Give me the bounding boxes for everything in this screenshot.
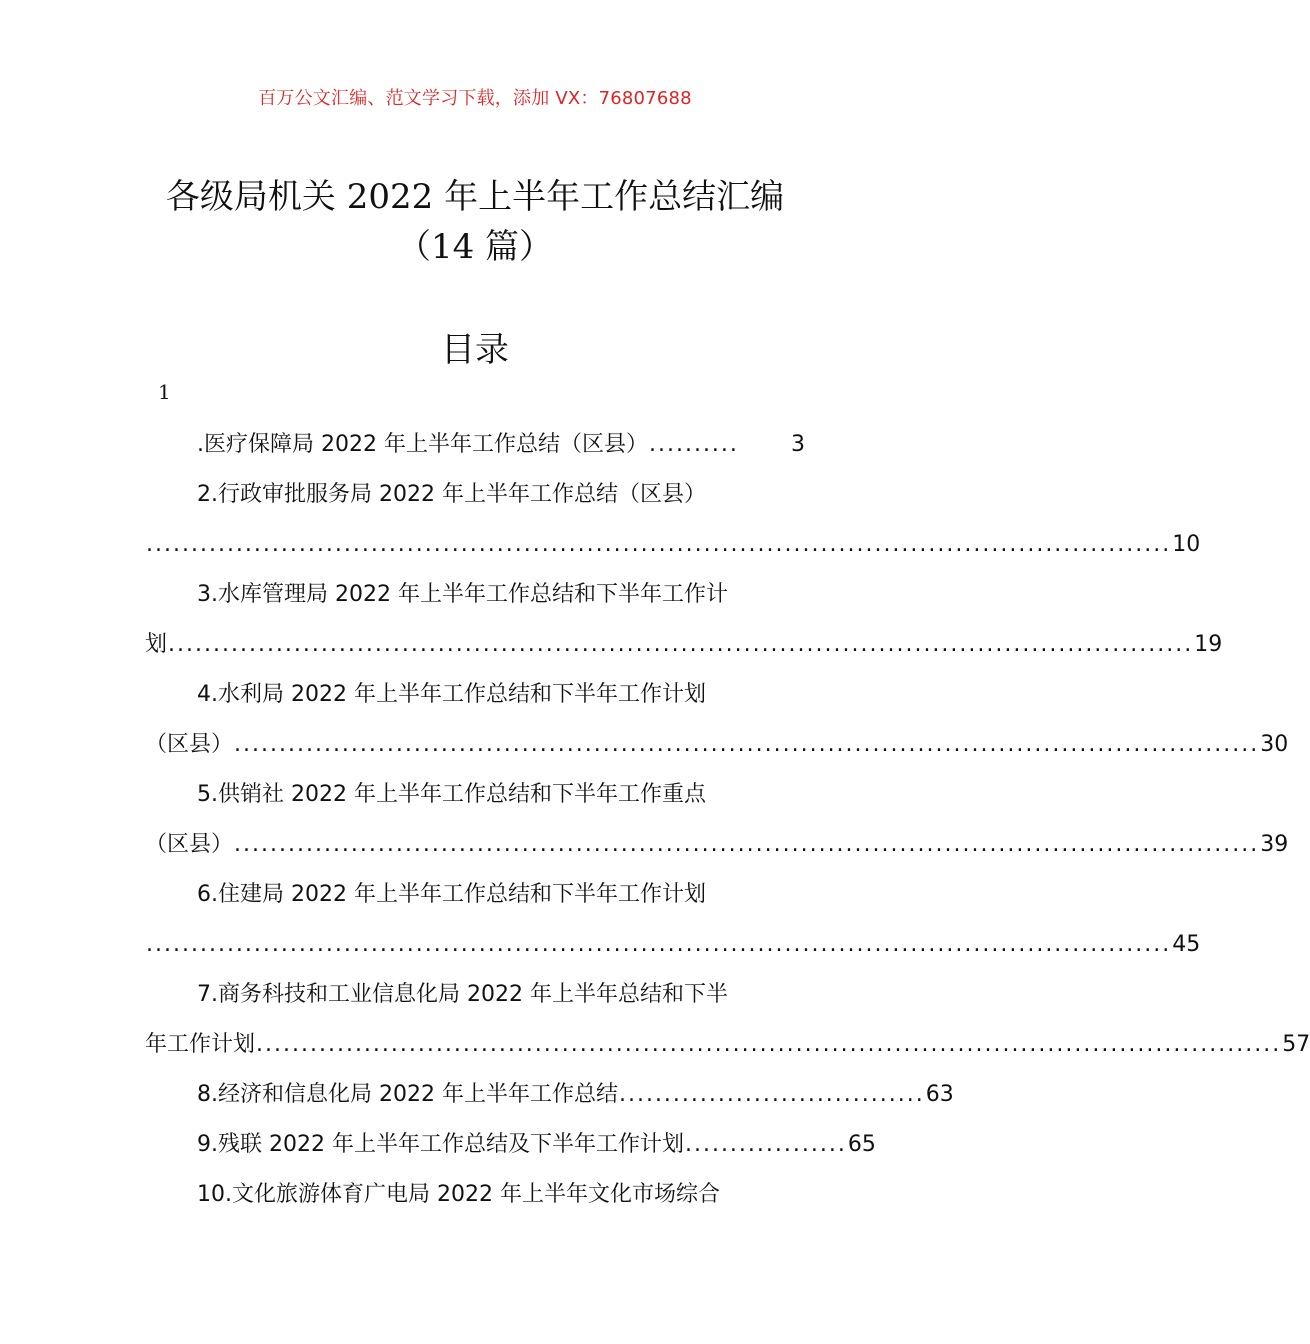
- toc-entry-8[interactable]: [145, 1070, 954, 1120]
- toc-entry-page: 10: [1172, 532, 1201, 557]
- toc-entry-4[interactable]: [145, 670, 805, 720]
- toc-entry-page: 65: [847, 1132, 876, 1157]
- toc-leader-dots: ..................................................................................................................: [234, 832, 1260, 857]
- toc-leader-dots: ..................................................................................................................: [256, 1032, 1282, 1057]
- toc-entry-page: 57: [1282, 1032, 1310, 1057]
- toc-entry-5-cont[interactable]: [145, 820, 1289, 870]
- toc-entry-3[interactable]: [145, 570, 805, 620]
- toc-entry-page: 39: [1260, 832, 1289, 857]
- toc-leader-dots: ..................: [684, 1132, 847, 1157]
- toc-entry-1[interactable]: [145, 420, 805, 470]
- toc-entry-page: 3: [791, 432, 805, 457]
- document-subtitle: （14 篇）: [396, 227, 554, 267]
- toc-entry-page: 19: [1194, 632, 1223, 657]
- toc-entry-page: 30: [1260, 732, 1289, 757]
- toc-number: 1: [158, 380, 171, 404]
- toc-entry-title: .医疗保障局 2022 年上半年工作总结（区县）: [197, 420, 648, 470]
- toc-entry-5[interactable]: [145, 770, 805, 820]
- toc-entry-2[interactable]: [145, 470, 805, 520]
- header-watermark-note: 百万公文汇编、范文学习下载，添加 VX：76807688: [258, 88, 692, 109]
- toc-leader-dots: ..................................................................................................................: [234, 732, 1260, 757]
- toc-entry-9[interactable]: [145, 1120, 876, 1170]
- toc-entry-10[interactable]: [145, 1170, 805, 1220]
- toc-entry-3-cont[interactable]: [145, 620, 1223, 670]
- toc-leader-dots: ..................................................................................................................: [168, 632, 1194, 657]
- toc-entry-title: 4.水利局 2022 年上半年工作总结和下半年工作计划: [197, 682, 706, 707]
- toc-leader-dots: ..................................................................................................................: [146, 932, 1172, 957]
- toc-entry-4-cont[interactable]: [145, 720, 1289, 770]
- toc-heading: 目录: [441, 330, 509, 370]
- toc-leader-dots: ..................................................................................................................: [146, 532, 1172, 557]
- toc-entry-title: 3.水库管理局 2022 年上半年工作总结和下半年工作计: [197, 582, 728, 607]
- toc-entry-title-cont: 划: [145, 620, 167, 670]
- toc-entry-title: 5.供销社 2022 年上半年工作总结和下半年工作重点: [197, 782, 706, 807]
- toc-entry-title: 6.住建局 2022 年上半年工作总结和下半年工作计划: [197, 882, 706, 907]
- toc-entry-title-cont: （区县）: [145, 720, 233, 770]
- toc-entry-7[interactable]: [145, 970, 805, 1020]
- toc-entry-page: 45: [1172, 932, 1201, 957]
- toc-entry-title: 10.文化旅游体育广电局 2022 年上半年文化市场综合: [197, 1182, 720, 1207]
- toc-entry-6[interactable]: [145, 870, 805, 920]
- toc-entry-title: 8.经济和信息化局 2022 年上半年工作总结: [197, 1070, 618, 1120]
- toc-entry-title: 7.商务科技和工业信息化局 2022 年上半年总结和下半: [197, 982, 728, 1007]
- toc-entry-title: 9.残联 2022 年上半年工作总结及下半年工作计划: [197, 1120, 684, 1170]
- toc-entry-6-cont[interactable]: [145, 920, 1201, 970]
- table-of-contents: [145, 420, 1310, 1220]
- toc-entry-7-cont[interactable]: [145, 1020, 1310, 1070]
- toc-entry-page: 63: [925, 1082, 954, 1107]
- toc-entry-title: 2.行政审批服务局 2022 年上半年工作总结（区县）: [197, 482, 706, 507]
- toc-entry-title-cont: 年工作计划: [145, 1020, 255, 1070]
- toc-leader-dots: ..........: [648, 432, 739, 457]
- toc-entry-title-cont: （区县）: [145, 820, 233, 870]
- toc-entry-2-cont[interactable]: [145, 520, 1201, 570]
- toc-leader-dots: ..................................: [618, 1082, 925, 1107]
- document-title: 各级局机关 2022 年上半年工作总结汇编: [165, 177, 785, 217]
